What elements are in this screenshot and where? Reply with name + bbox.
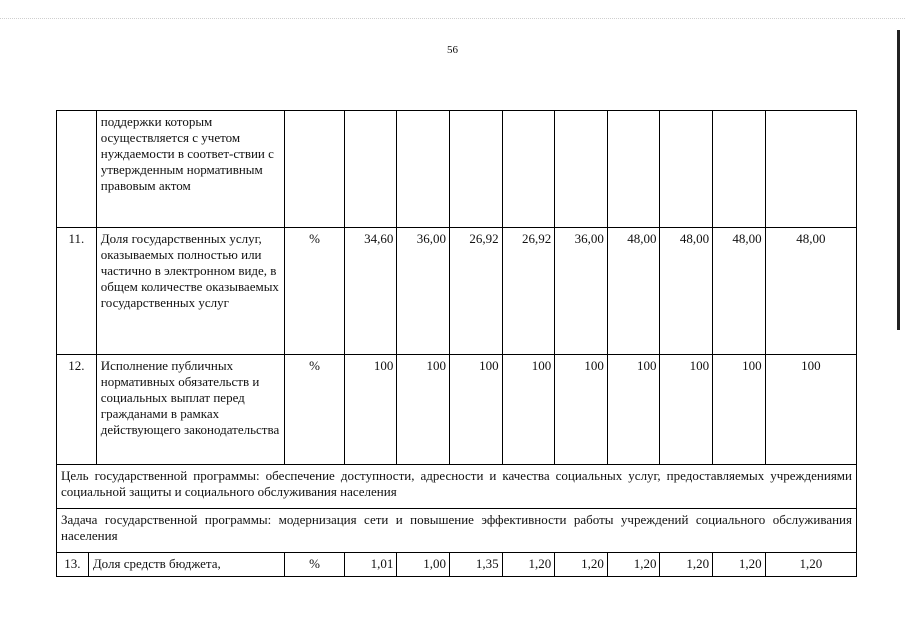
value-cell [345, 111, 398, 228]
value-cell: 1,20 [660, 553, 713, 577]
value-cell [503, 111, 556, 228]
value-cell: 48,00 [713, 228, 766, 355]
unit: % [285, 355, 345, 465]
value-cell: 34,60 [345, 228, 398, 355]
indicator-name: Доля средств бюджета, [89, 553, 285, 577]
row-number: 11. [57, 228, 97, 355]
table-row [57, 228, 857, 355]
value-cell: 1,20 [503, 553, 556, 577]
table-row [57, 355, 857, 465]
indicator-name: Исполнение публичных нормативных обязательств и социальных выплат перед гражданами в рамках действующего законодательства [97, 355, 285, 465]
value-cell: 100 [397, 355, 450, 465]
value-cell: 100 [713, 355, 766, 465]
page-number: 56 [447, 44, 458, 56]
value-cell: 26,92 [450, 228, 503, 355]
value-cell: 100 [345, 355, 398, 465]
value-cell: 100 [555, 355, 608, 465]
value-cell: 1,00 [397, 553, 450, 577]
value-cell [713, 111, 766, 228]
value-cell: 48,00 [608, 228, 661, 355]
unit: % [285, 228, 345, 355]
indicator-table [56, 110, 857, 577]
value-cell [450, 111, 503, 228]
value-cell: 1,20 [766, 553, 857, 577]
value-cell: 26,92 [503, 228, 556, 355]
value-cell: 100 [660, 355, 713, 465]
value-cell: 1,01 [345, 553, 398, 577]
value-cell: 100 [503, 355, 556, 465]
indicator-name: Доля государственных услуг, оказываемых полностью или частично в электронном виде, в общем количестве оказываемых государственных услуг [97, 228, 285, 355]
value-cell: 1,35 [450, 553, 503, 577]
value-cell [660, 111, 713, 228]
scan-edge-bar [897, 30, 900, 330]
row-number: 12. [57, 355, 97, 465]
value-cell: 1,20 [713, 553, 766, 577]
value-cell: 100 [766, 355, 857, 465]
value-cell: 36,00 [397, 228, 450, 355]
value-cell: 100 [608, 355, 661, 465]
value-cell [766, 111, 857, 228]
table-row [57, 553, 857, 577]
unit: % [285, 553, 345, 577]
goal-row [57, 465, 857, 509]
value-cell: 1,20 [555, 553, 608, 577]
row-number: 13. [57, 553, 89, 577]
task-row [57, 509, 857, 553]
value-cell [397, 111, 450, 228]
table-row [57, 111, 857, 228]
value-cell: 48,00 [660, 228, 713, 355]
value-cell: 48,00 [766, 228, 857, 355]
unit [285, 111, 345, 228]
value-cell: 1,20 [608, 553, 661, 577]
goal-text: Цель государственной программы: обеспечение доступности, адресности и качества социальных услуг, предоставляемых учреждениями социальной защиты и социального обслуживания населения [57, 465, 857, 509]
scan-artifact-line [0, 18, 905, 20]
indicator-name: поддержки которым осуществляется с учетом нуждаемости в соответ-ствии с утвержденным нормативным правовым актом [57, 111, 285, 228]
value-cell [555, 111, 608, 228]
value-cell [608, 111, 661, 228]
task-text: Задача государственной программы: модернизация сети и повышение эффективности работы учреждений социального обслуживания населения [57, 509, 857, 553]
value-cell: 100 [450, 355, 503, 465]
value-cell: 36,00 [555, 228, 608, 355]
